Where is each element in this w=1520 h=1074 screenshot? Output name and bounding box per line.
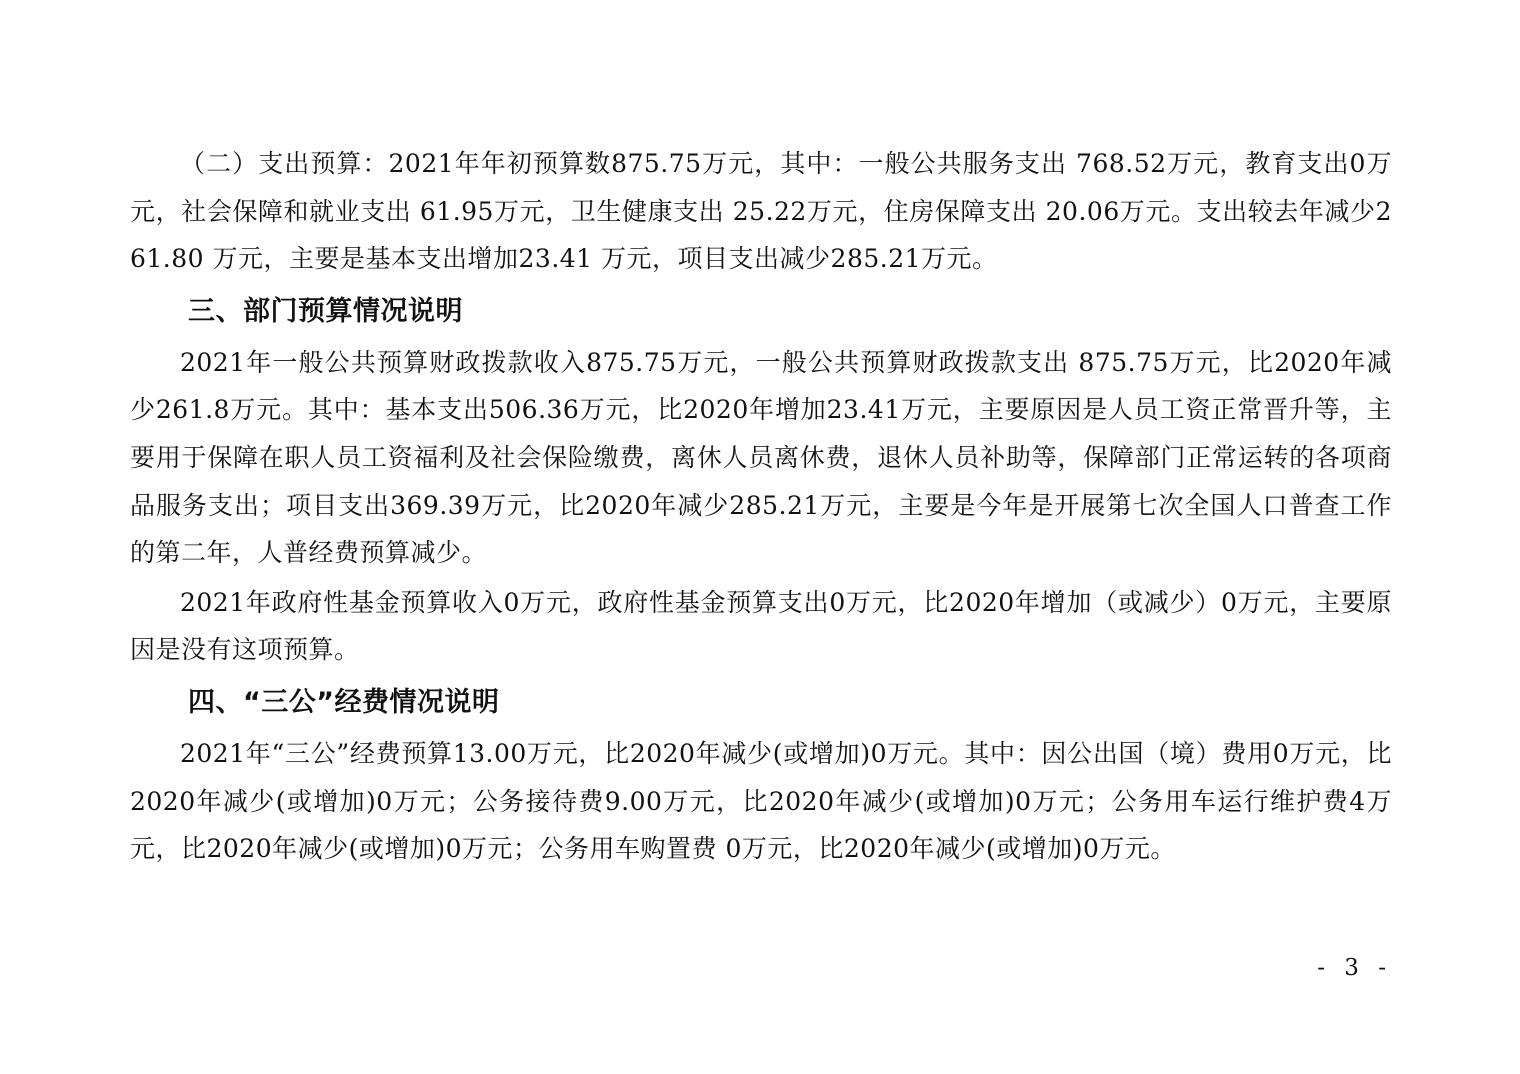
paragraph-three-public-expenses: 2021年“三公”经费预算13.00万元，比2020年减少(或增加)0万元。其中：因公出国（境）费用0万元，比2020年减少(或增加)0万元；公务接待费9.00万元，比2020年减少(或增加)0万元；公务用车运行维护费4万元，比2020年减少(或增加)0万元；公务用车购置费 0万元，比2020年减少(或增加)0万元。 bbox=[130, 738, 1392, 864]
document-body bbox=[130, 140, 1392, 873]
section-heading-three-public-expenses: 四、“三公”经费情况说明 bbox=[188, 686, 500, 718]
page-number: - 3 - bbox=[1317, 955, 1392, 981]
paragraph-general-budget: 2021年一般公共预算财政拨款收入875.75万元，一般公共预算财政拨款支出 875.75万元，比2020年减少261.8万元。其中：基本支出506.36万元，比2020年增加23.41万元，主要原因是人员工资正常晋升等，主要用于保障在职人员工资福利及社会保险缴费，离休人员离休费，退休人员补助等，保障部门正常运转的各项商品服务支出；项目支出369.39万元，比2020年减少285.21万元，主要是今年是开展第七次全国人口普查工作的第二年，人普经费预算减少。 bbox=[130, 347, 1392, 568]
paragraph-expenditure-budget: （二）支出预算：2021年年初预算数875.75万元，其中：一般公共服务支出 768.52万元，教育支出0万元，社会保障和就业支出 61.95万元，卫生健康支出 25.22万元，住房保障支出 20.06万元。支出较去年减少261.80 万元，主要是基本支出增加23.41 万元，项目支出减少285.21万元。 bbox=[130, 149, 1392, 274]
paragraph-government-fund-budget: 2021年政府性基金预算收入0万元，政府性基金预算支出0万元，比2020年增加（或减少）0万元，主要原因是没有这项预算。 bbox=[130, 587, 1392, 665]
section-heading-department-budget: 三、部门预算情况说明 bbox=[188, 295, 464, 327]
